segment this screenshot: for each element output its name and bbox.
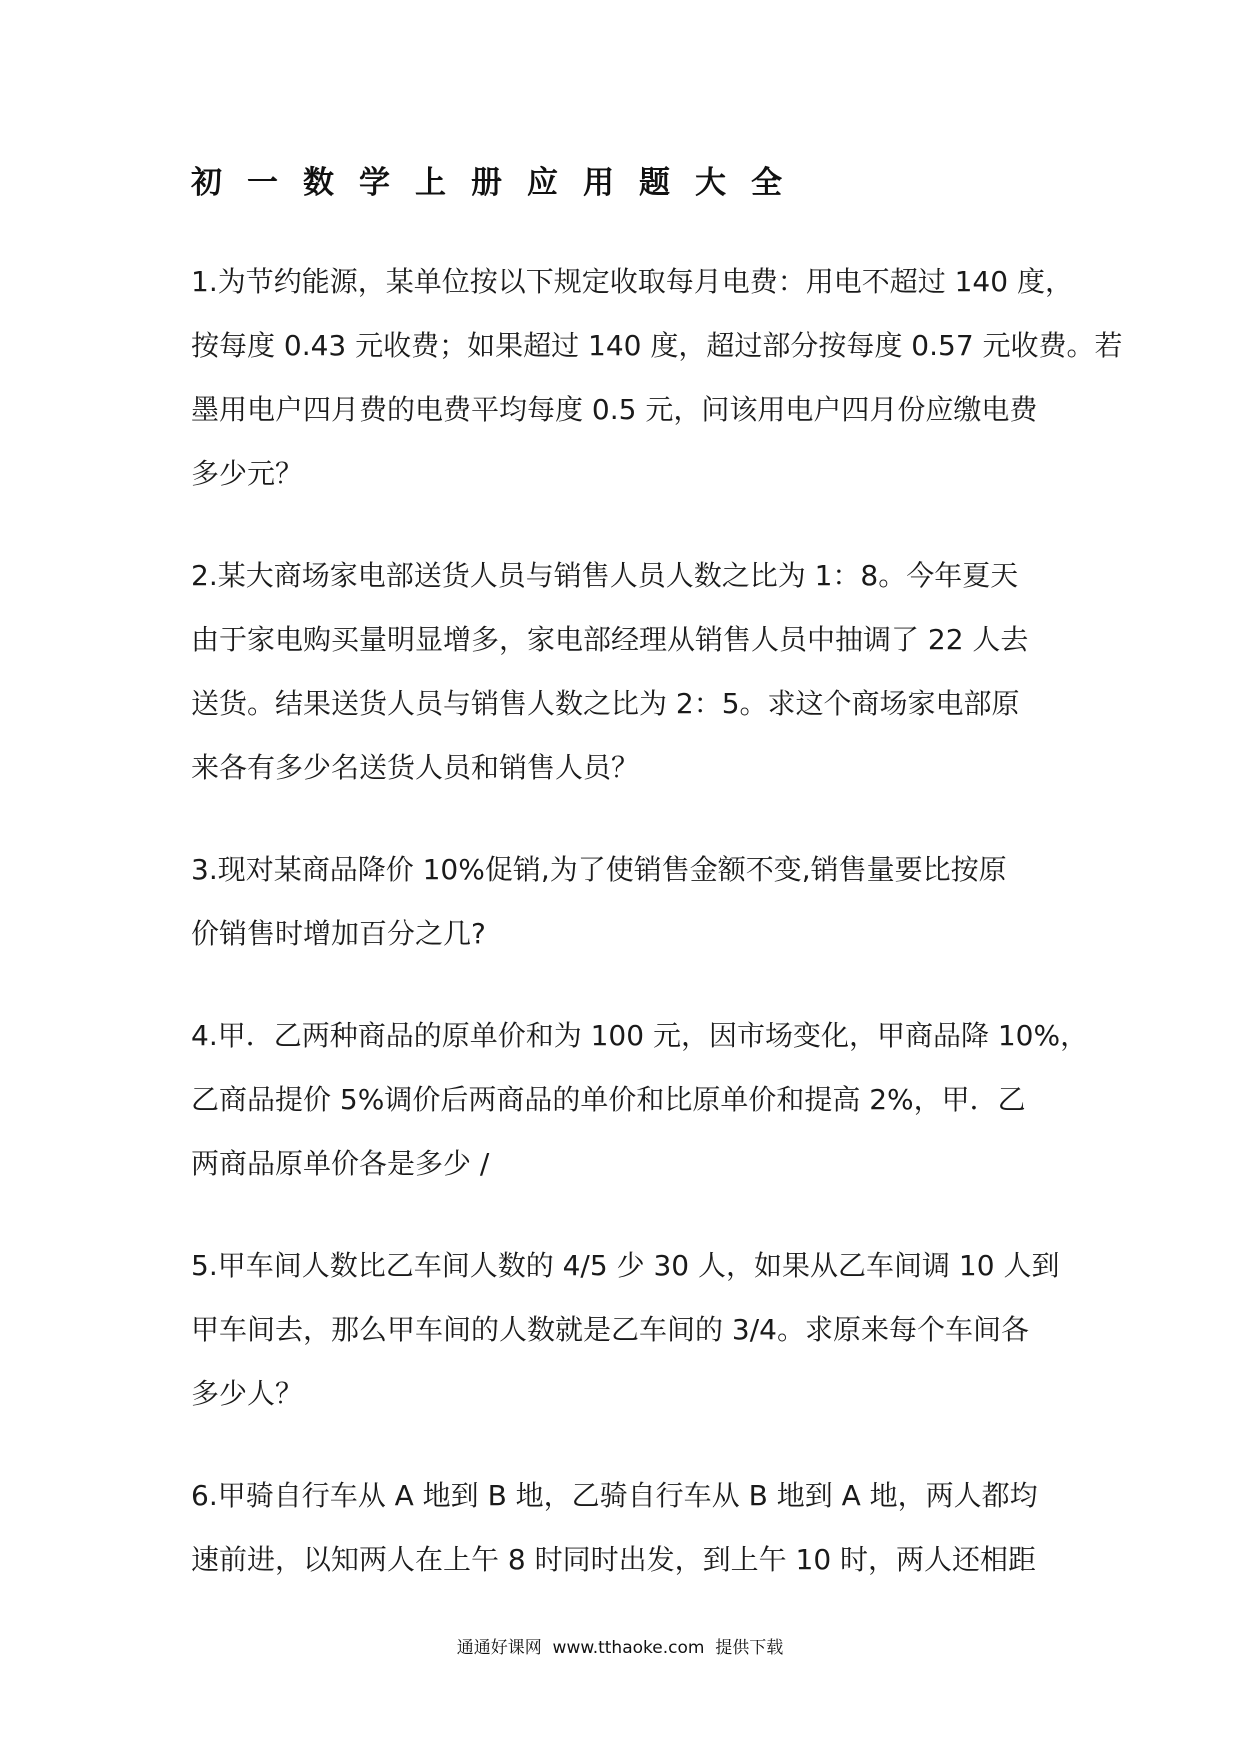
question-line: 送货。结果送货人员与销售人数之比为 2：5。求这个商场家电部原 bbox=[191, 687, 1020, 720]
question-3 bbox=[191, 838, 1061, 966]
question-line: 甲车间去，那么甲车间的人数就是乙车间的 3/4。求原来每个车间各 bbox=[191, 1313, 1029, 1346]
question-list bbox=[191, 250, 1123, 1630]
question-6 bbox=[191, 1464, 1061, 1592]
question-5 bbox=[191, 1234, 1061, 1426]
question-line: 3.现对某商品降价 10%促销,为了使销售金额不变,销售量要比按原 bbox=[191, 853, 1007, 886]
question-line: 1.为节约能源，某单位按以下规定收取每月电费：用电不超过 140 度， bbox=[191, 265, 1073, 298]
question-line: 6.甲骑自行车从 A 地到 B 地，乙骑自行车从 B 地到 A 地，两人都均 bbox=[191, 1479, 1038, 1512]
question-line: 2.某大商场家电部送货人员与销售人员人数之比为 1：8。今年夏天 bbox=[191, 559, 1019, 592]
question-line: 乙商品提价 5%调价后两商品的单价和比原单价和提高 2%，甲．乙 bbox=[191, 1083, 1026, 1116]
question-line: 两商品原单价各是多少 / bbox=[191, 1147, 490, 1180]
question-4 bbox=[191, 1004, 1089, 1196]
question-line: 4.甲．乙两种商品的原单价和为 100 元，因市场变化，甲商品降 10%， bbox=[191, 1019, 1089, 1052]
question-line: 速前进，以知两人在上午 8 时同时出发，到上午 10 时，两人还相距 bbox=[191, 1543, 1037, 1576]
question-line: 墨用电户四月费的电费平均每度 0.5 元，问该用电户四月份应缴电费 bbox=[191, 393, 1038, 426]
question-line: 由于家电购买量明显增多，家电部经理从销售人员中抽调了 22 人去 bbox=[191, 623, 1029, 656]
question-line: 按每度 0.43 元收费；如果超过 140 度，超过部分按每度 0.57 元收费。若 bbox=[191, 329, 1123, 362]
page-title: 初一数学上册应用题大全 bbox=[191, 165, 807, 201]
question-line: 5.甲车间人数比乙车间人数的 4/5 少 30 人，如果从乙车间调 10 人到 bbox=[191, 1249, 1060, 1282]
question-line: 来各有多少名送货人员和销售人员？ bbox=[191, 751, 640, 784]
question-1 bbox=[191, 250, 1123, 506]
question-line: 多少元？ bbox=[191, 457, 304, 490]
question-line: 多少人？ bbox=[191, 1377, 304, 1410]
question-2 bbox=[191, 544, 1061, 800]
question-line: 价销售时增加百分之几? bbox=[191, 917, 486, 950]
page-footer: 通通好课网 www.tthaoke.com 提供下载 bbox=[456, 1638, 784, 1658]
